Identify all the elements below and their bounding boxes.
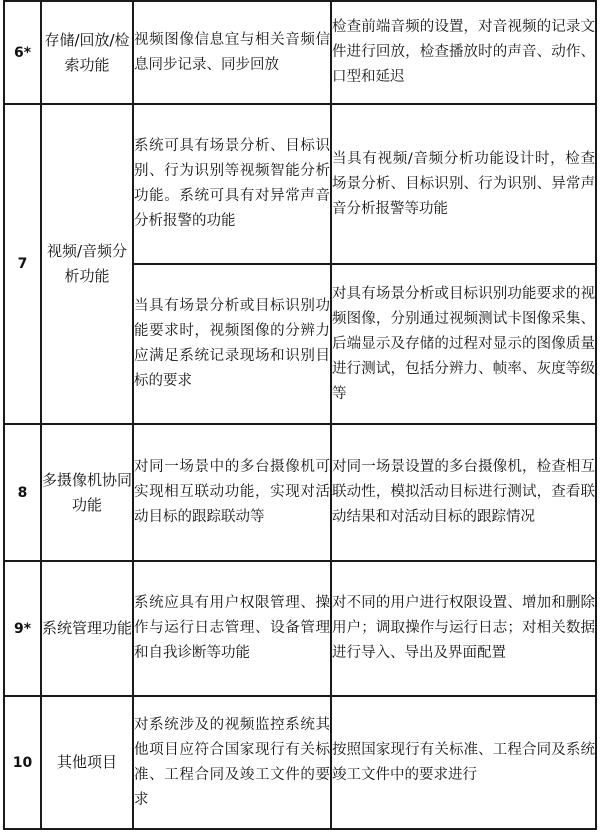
- table-row: [4, 561, 596, 696]
- test-method-text: 对同一场景设置的多台摄像机，检查相互联动性，模拟活动目标进行测试，查看联动结果和对活动目标的跟踪情况: [331, 424, 596, 561]
- function-name: 存储/回放/检索功能: [41, 1, 133, 104]
- test-method-text: 对具有场景分析或目标识别功能要求的视频图像，分别通过视频测试卡图像采集、后端显示及存储的过程对显示的图像质量进行测试，包括分辨力、帧率、灰度等级等: [331, 264, 596, 424]
- item-number: 7: [4, 104, 41, 424]
- item-number: 10: [4, 696, 41, 829]
- test-method-text: 按照国家现行有关标准、工程合同及系统竣工文件中的要求进行: [331, 696, 596, 829]
- test-method-text: 检查前端音频的设置，对音视频的记录文件进行回放，检查播放时的声音、动作、口型和延迟: [331, 1, 596, 104]
- item-number: 6*: [4, 1, 41, 104]
- table-row: [4, 104, 596, 264]
- function-name: 多摄像机协同功能: [41, 424, 133, 561]
- table-row: [4, 424, 596, 561]
- requirement-text: 当具有场景分析或目标识别功能要求时，视频图像的分辨力应满足系统记录现场和识别目标的要求: [133, 264, 331, 424]
- item-number: 9*: [4, 561, 41, 696]
- table-row: [4, 696, 596, 829]
- table-row: [4, 1, 596, 104]
- requirement-text: 系统应具有用户权限管理、操作与运行日志管理、设备管理和自我诊断等功能: [133, 561, 331, 696]
- function-name: 其他项目: [41, 696, 133, 829]
- requirement-text: 对系统涉及的视频监控系统其他项目应符合国家现行有关标准、工程合同及竣工文件的要求: [133, 696, 331, 829]
- function-name: 视频/音频分析功能: [41, 104, 133, 424]
- inspection-table: [3, 0, 597, 830]
- test-method-text: 对不同的用户进行权限设置、增加和删除用户；调取操作与运行日志；对相关数据进行导入、导出及界面配置: [331, 561, 596, 696]
- test-method-text: 当具有视频/音频分析功能设计时，检查场景分析、目标识别、行为识别、异常声音分析报警等功能: [331, 104, 596, 264]
- item-number: 8: [4, 424, 41, 561]
- requirement-text: 系统可具有场景分析、目标识别、行为识别等视频智能分析功能。系统可具有对异常声音分析报警的功能: [133, 104, 331, 264]
- function-name: 系统管理功能: [41, 561, 133, 696]
- requirement-text: 视频图像信息宜与相关音频信息同步记录、同步回放: [133, 1, 331, 104]
- requirement-text: 对同一场景中的多台摄像机可实现相互联动功能，实现对活动目标的跟踪联动等: [133, 424, 331, 561]
